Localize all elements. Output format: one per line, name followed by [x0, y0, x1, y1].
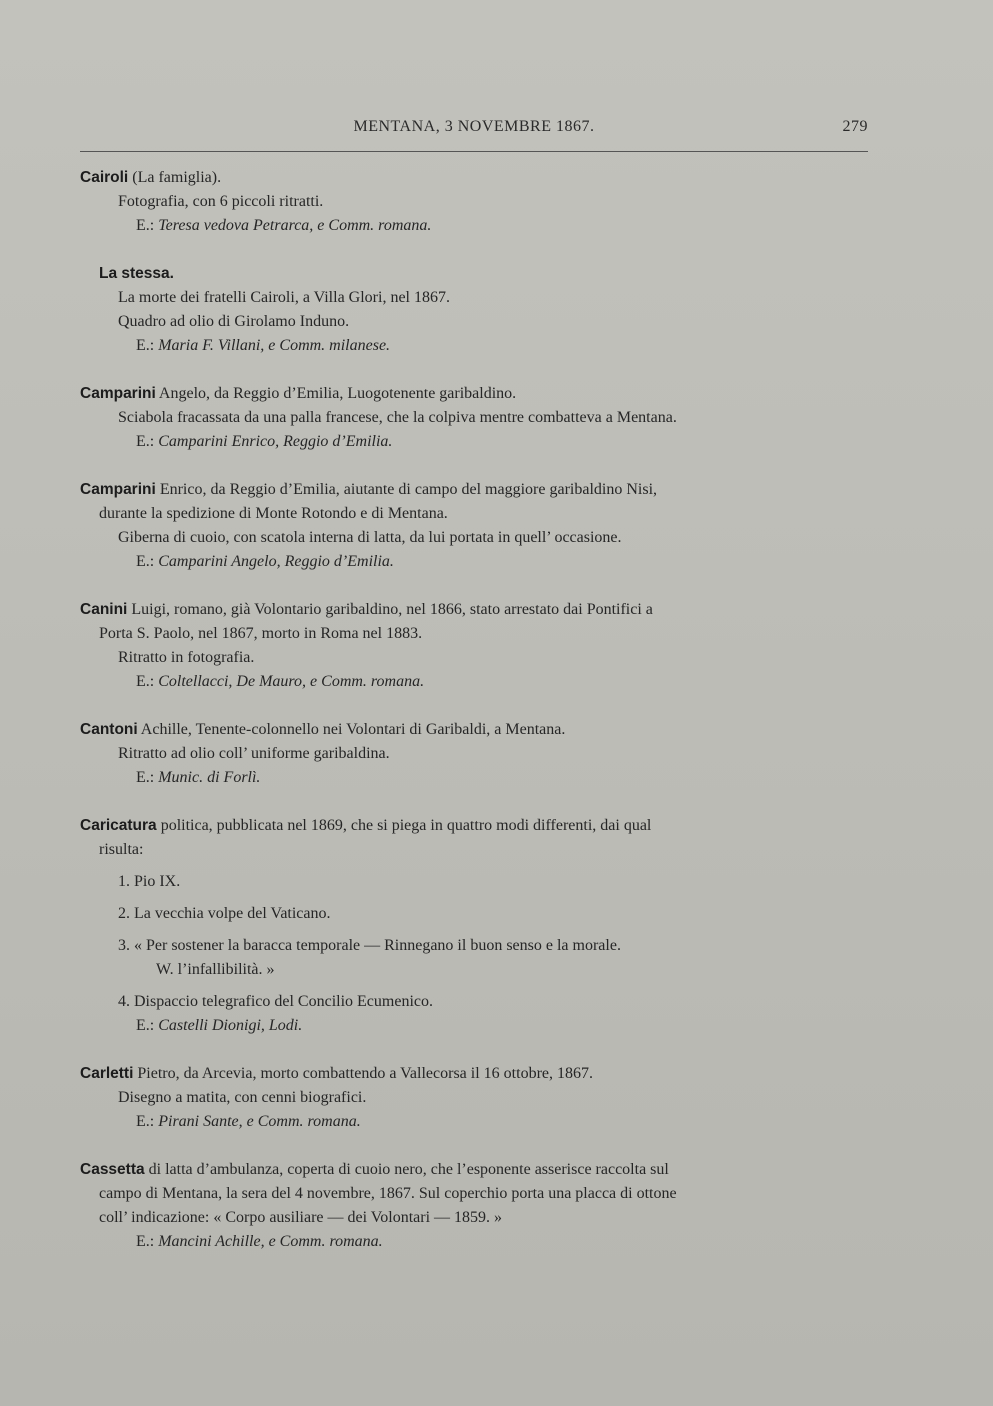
entry-name: Carletti [80, 1065, 134, 1082]
entry-description-continued: risulta: [99, 841, 144, 858]
exhibitor-name: Maria F. Villani, e Comm. milanese. [158, 337, 391, 354]
list-item [80, 902, 870, 926]
exhibitor-name: Pirani Sante, e Comm. romana. [158, 1113, 361, 1130]
catalog-entry [80, 262, 870, 358]
entry-heading [80, 718, 870, 742]
catalog-entry [80, 718, 870, 790]
exhibitor-prefix: E.: [136, 769, 159, 786]
exhibitor-prefix: E.: [136, 217, 159, 234]
exhibitor-prefix: E.: [136, 1233, 159, 1250]
catalog-entry [80, 382, 870, 454]
exhibitor-name: Mancini Achille, e Comm. romana. [158, 1233, 383, 1250]
exhibitor-name: Camparini Enrico, Reggio d’Emilia. [158, 433, 393, 450]
exhibitor-prefix: E.: [136, 433, 159, 450]
entry-description: Pietro, da Arcevia, morto combattendo a Vallecorsa il 16 ottobre, 1867. [133, 1065, 593, 1082]
catalog-entry [80, 1158, 870, 1254]
entry-exhibitor [80, 430, 870, 454]
exhibitor-prefix: E.: [136, 1113, 159, 1130]
exhibitor-name: Castelli Dionigi, Lodi. [158, 1017, 303, 1034]
entry-description-continued: durante la spedizione di Monte Rotondo e di Mentana. [99, 505, 448, 522]
entry-exhibitor [80, 334, 870, 358]
entry-description: Achille, Tenente-colonnello nei Volontari di Garibaldi, a Mentana. [137, 721, 566, 738]
exhibitor-name: Teresa vedova Petrarca, e Comm. romana. [158, 217, 432, 234]
catalog-entries [80, 166, 870, 1278]
entry-heading [80, 382, 870, 406]
entry-name: Canini [80, 601, 128, 618]
entry-name: Caricatura [80, 817, 157, 834]
entry-description: Enrico, da Reggio d’Emilia, aiutante di campo del maggiore garibaldino Nisi, [155, 481, 658, 498]
exhibitor-prefix: E.: [136, 337, 159, 354]
entry-heading [80, 598, 870, 646]
catalog-entry [80, 1062, 870, 1134]
entry-detail: Ritratto ad olio coll’ uniforme garibaldina. [118, 745, 390, 762]
entry-description: (La famiglia). [128, 169, 222, 186]
exhibitor-prefix: E.: [136, 1017, 159, 1034]
entry-exhibitor [80, 1110, 870, 1134]
entry-detail: Fotografia, con 6 piccoli ritratti. [118, 193, 324, 210]
catalog-entry [80, 814, 870, 1038]
entry-exhibitor [80, 214, 870, 238]
exhibitor-prefix: E.: [136, 553, 159, 570]
entry-exhibitor [80, 1014, 870, 1038]
exhibitor-name: Camparini Angelo, Reggio d’Emilia. [158, 553, 394, 570]
entry-heading [80, 262, 870, 286]
entry-exhibitor [80, 670, 870, 694]
entry-name: Camparini [80, 481, 156, 498]
entry-heading [80, 166, 870, 190]
entry-name: Camparini [80, 385, 156, 402]
list-item-text: 1. Pio IX. [118, 873, 181, 890]
page-number: 279 [842, 118, 868, 135]
entry-description-continued: campo di Mentana, la sera del 4 novembre, 1867. Sul coperchio porta una placca di ottone [99, 1185, 677, 1202]
exhibitor-name: Munic. di Forlì. [158, 769, 261, 786]
entry-description: di latta d’ambulanza, coperta di cuoio nero, che l’esponente asserisce raccolta sul [144, 1161, 669, 1178]
exhibitor-prefix: E.: [136, 673, 159, 690]
entry-exhibitor [80, 1230, 870, 1254]
entry-name: Cantoni [80, 721, 138, 738]
list-item-text: 4. Dispaccio telegrafico del Concilio Ecumenico. [118, 993, 433, 1010]
entry-name: La stessa. [99, 265, 174, 282]
running-title: MENTANA, 3 NOVEMBRE 1867. [353, 118, 595, 135]
entry-exhibitor [80, 766, 870, 790]
header-rule [80, 151, 868, 152]
entry-detail: Giberna di cuoio, con scatola interna di latta, da lui portata in quell’ occasione. [118, 529, 622, 546]
entry-description: Luigi, romano, già Volontario garibaldino, nel 1866, stato arrestato dai Pontifici a [127, 601, 653, 618]
entry-description: Angelo, da Reggio d’Emilia, Luogotenente garibaldino. [155, 385, 517, 402]
list-item [80, 870, 870, 894]
entry-detail: Ritratto in fotografia. [118, 649, 255, 666]
entry-name: Cairoli [80, 169, 129, 186]
entry-heading [80, 1158, 870, 1230]
entry-heading [80, 814, 870, 862]
list-item-text: 2. La vecchia volpe del Vaticano. [118, 905, 331, 922]
entry-detail: Disegno a matita, con cenni biografici. [118, 1089, 367, 1106]
catalog-entry [80, 166, 870, 238]
entry-description-continued: Porta S. Paolo, nel 1867, morto in Roma nel 1883. [99, 625, 423, 642]
catalog-entry [80, 598, 870, 694]
exhibitor-name: Coltellacci, De Mauro, e Comm. romana. [158, 673, 425, 690]
entry-detail: La morte dei fratelli Cairoli, a Villa Glori, nel 1867. [118, 289, 450, 306]
list-item-text: 3. « Per sostener la baracca temporale — Rinnegano il buon senso e la morale. [118, 937, 621, 954]
entry-heading [80, 478, 870, 526]
entry-description-continued: coll’ indicazione: « Corpo ausiliare — dei Volontari — 1859. » [99, 1209, 503, 1226]
list-item [80, 990, 870, 1014]
catalog-entry [80, 478, 870, 574]
entry-description: politica, pubblicata nel 1869, che si piega in quattro modi differenti, dai qual [156, 817, 652, 834]
entry-exhibitor [80, 550, 870, 574]
entry-detail: Quadro ad olio di Girolamo Induno. [118, 313, 350, 330]
entry-name: Cassetta [80, 1161, 145, 1178]
list-item [80, 934, 870, 982]
entry-detail: Sciabola fracassata da una palla francese, che la colpiva mentre combatteva a Mentana. [118, 409, 677, 426]
list-item-text-continued: W. l’infallibilità. » [156, 961, 275, 978]
entry-heading [80, 1062, 870, 1086]
caricature-list [80, 870, 870, 1014]
